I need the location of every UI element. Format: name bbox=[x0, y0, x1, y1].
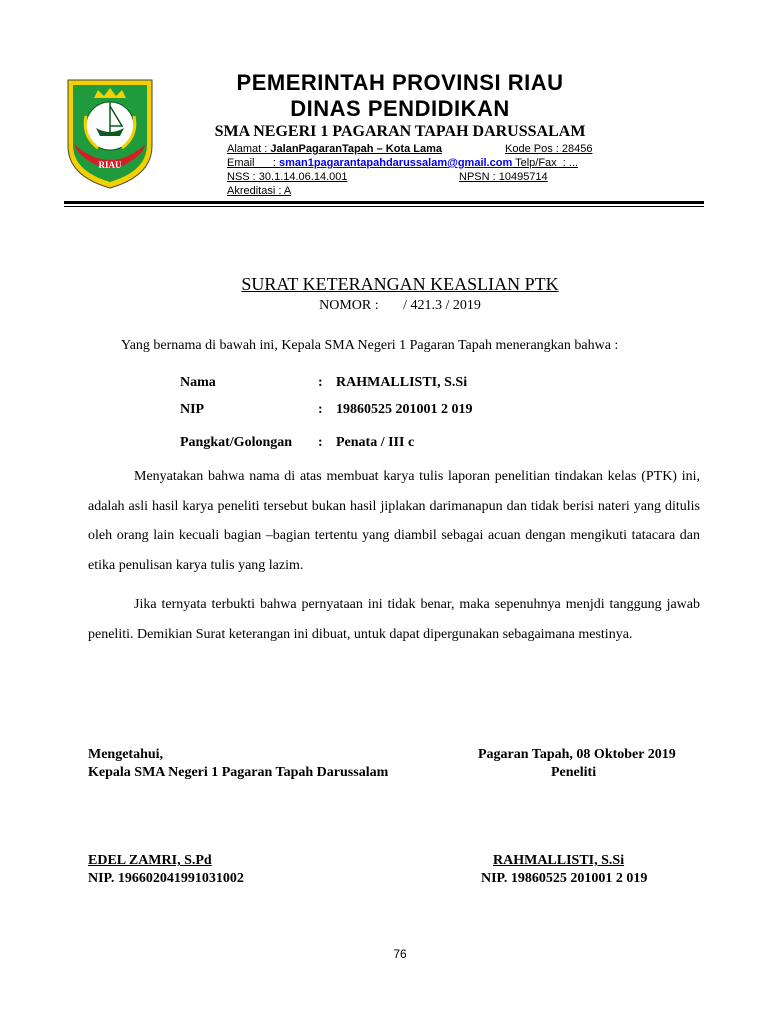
sig-left-name: EDEL ZAMRI, S.Pd bbox=[88, 853, 212, 868]
field-colon-nip: : bbox=[318, 402, 323, 417]
field-value-pangkat: Penata / III c bbox=[336, 435, 415, 450]
address-line bbox=[227, 143, 442, 155]
field-colon-pangkat: : bbox=[318, 435, 323, 450]
sig-right-line2: Peneliti bbox=[551, 765, 597, 780]
sig-left-nip: NIP. 196602041991031002 bbox=[88, 871, 244, 886]
sig-right-name: RAHMALLISTI, S.Si bbox=[493, 853, 625, 868]
field-label-pangkat: Pangkat/Golongan bbox=[180, 435, 293, 450]
header-rule-thick bbox=[64, 201, 704, 204]
accreditation: Akreditasi : A bbox=[227, 185, 292, 197]
header-rule-thin bbox=[64, 206, 704, 207]
paragraph-closing: Jika ternyata terbukti bahwa pernyataan ini tidak benar, maka sepenuhnya menjdi tanggung jawab peneliti. Demikian Surat keterangan ini dibuat, untuk dapat dipergunakan sebagaimana mestinya. bbox=[88, 597, 700, 642]
page-number: 76 bbox=[393, 947, 407, 961]
letter-number: NOMOR : / 421.3 / 2019 bbox=[319, 298, 481, 313]
sig-right-line1: Pagaran Tapah, 08 Oktober 2019 bbox=[478, 747, 676, 762]
paragraph-statement: Menyatakan bahwa nama di atas membuat karya tulis laporan penelitian tindakan kelas (PTK) ini, adalah asli hasil karya peneliti tersebut bukan hasil jiplakan darimanapun dan tidak berisi nateri yang ditulis oleh orang lain kecuali bagian –bagian tertentu yang diambil sebagai acuan dengan mengikuti tatacara dan etika penulisan karya tulis yang lazim. bbox=[88, 469, 700, 573]
address-label: Alamat : bbox=[227, 143, 271, 155]
school-name: SMA NEGERI 1 PAGARAN TAPAH DARUSSALAM bbox=[214, 123, 586, 140]
email-link[interactable]: sman1pagarantapahdarussalam@gmail.com bbox=[278, 157, 513, 169]
nss-line: NSS : 30.1.14.06.14.001 bbox=[227, 171, 348, 183]
field-colon-nama: : bbox=[318, 375, 323, 390]
intro-text: Yang bernama di bawah ini, Kepala SMA Negeri 1 Pagaran Tapah menerangkan bahwa : bbox=[121, 338, 619, 353]
field-label-nama: Nama bbox=[180, 375, 216, 390]
address-value: JalanPagaranTapah – Kota Lama bbox=[270, 143, 442, 155]
header-line1: PEMERINTAH PROVINSI RIAU bbox=[236, 70, 564, 95]
sig-right-nip: NIP. 19860525 201001 2 019 bbox=[481, 871, 648, 886]
sig-left-line2: Kepala SMA Negeri 1 Pagaran Tapah Darussalam bbox=[88, 765, 389, 780]
field-value-nip: 19860525 201001 2 019 bbox=[336, 402, 473, 417]
postal-code: Kode Pos : 28456 bbox=[505, 143, 593, 155]
phone: Telp/Fax : ... bbox=[512, 157, 579, 169]
emblem-text: RIAU bbox=[98, 160, 122, 170]
letter-title: SURAT KETERANGAN KEASLIAN PTK bbox=[241, 274, 559, 294]
field-value-nama: RAHMALLISTI, S.Si bbox=[336, 375, 468, 390]
email-line bbox=[227, 157, 578, 169]
header-line2: DINAS PENDIDIKAN bbox=[290, 96, 510, 121]
field-label-nip: NIP bbox=[180, 402, 205, 417]
email-label: Email : bbox=[227, 157, 279, 169]
sig-left-line1: Mengetahui, bbox=[88, 747, 164, 762]
npsn: NPSN : 10495714 bbox=[459, 171, 548, 183]
